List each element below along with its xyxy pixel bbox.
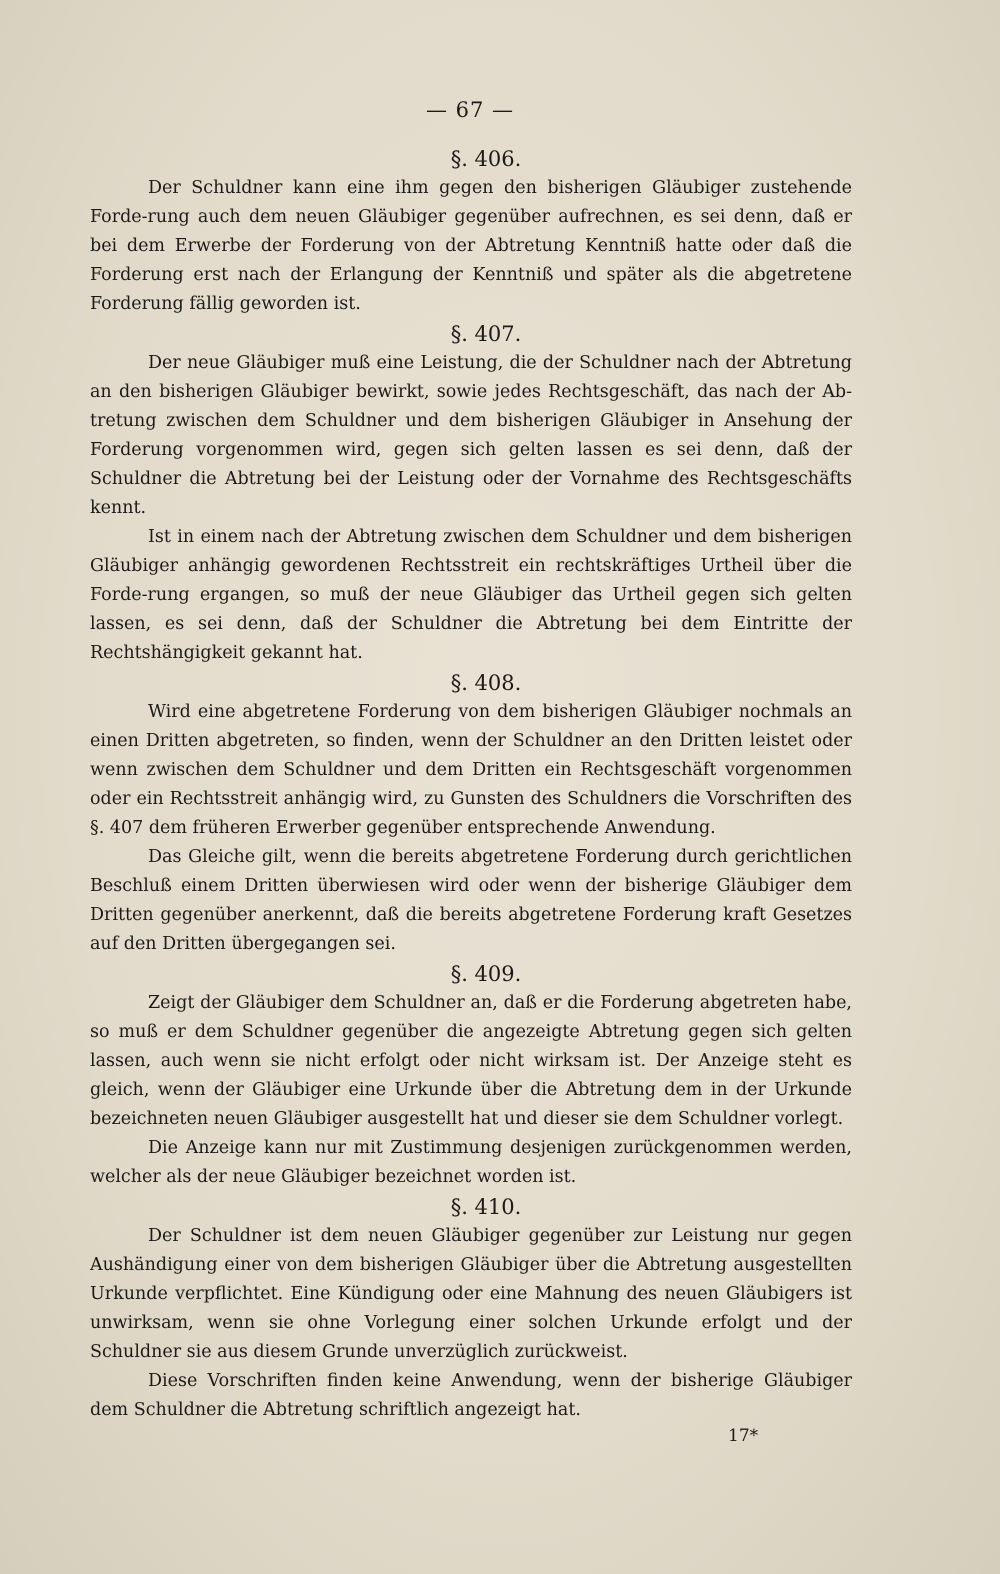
section-heading: §. 409.: [450, 962, 522, 986]
section-heading: §. 410.: [450, 1195, 522, 1219]
section-409: [90, 959, 852, 1192]
paragraph: Die Anzeige kann nur mit Zustimmung desjenigen zurückgenommen werden, welcher als der neue Gläubiger bezeichnet worden ist.: [90, 1138, 852, 1187]
page-content: [90, 144, 852, 1425]
signature-mark: 17*: [728, 1426, 759, 1446]
paragraph: Das Gleiche gilt, wenn die bereits abgetretene Forderung durch gerichtlichen Beschluß einem Dritten überwiesen wird oder wenn der bisherige Gläubiger dem Dritten gegenüber anerkennt, daß die bereits abgetretene Forderung kraft Gesetzes auf den Dritten übergegangen sei.: [90, 847, 852, 954]
section-heading: §. 407.: [450, 322, 522, 346]
paragraph: Ist in einem nach der Abtretung zwischen dem Schuldner und dem bisherigen Gläubiger anhängig gewordenen Rechtsstreit ein rechtskräftiges Urtheil über die Forde-rung ergangen, so muß der neue Gläubiger das Urtheil gegen sich gelten lassen, es sei denn, daß der Schuldner die Abtretung bei dem Eintritte der Rechtshängigkeit gekannt hat.: [90, 527, 852, 663]
paragraph: Der Schuldner kann eine ihm gegen den bisherigen Gläubiger zustehende Forde-rung auch dem neuen Gläubiger gegenüber aufrechnen, es sei denn, daß er bei dem Erwerbe der Forderung von der Abtretung Kenntniß hatte oder daß die Forderung erst nach der Erlangung der Kenntniß und später als die abgetretene Forderung fällig geworden ist.: [90, 178, 852, 314]
section-heading: §. 408.: [450, 671, 522, 695]
section-408: [90, 668, 852, 959]
section-heading: §. 406.: [450, 147, 522, 171]
page-number: — 67 —: [425, 98, 515, 122]
paragraph: Diese Vorschriften finden keine Anwendung, wenn der bisherige Gläubiger dem Schuldner die Abtretung schriftlich angezeigt hat.: [90, 1371, 852, 1420]
section-406: [90, 144, 852, 319]
paragraph: Zeigt der Gläubiger dem Schuldner an, daß er die Forderung abgetreten habe, so muß er dem Schuldner gegenüber die angezeigte Abtretung gegen sich gelten lassen, auch wenn sie nicht erfolgt oder nicht wirksam ist. Der Anzeige steht es gleich, wenn der Gläubiger eine Urkunde über die Abtretung dem in der Urkunde bezeichneten neuen Gläubiger ausgestellt hat und dieser sie dem Schuldner vorlegt.: [90, 993, 852, 1129]
paragraph: Wird eine abgetretene Forderung von dem bisherigen Gläubiger nochmals an einen Dritten abgetreten, so finden, wenn der Schuldner an den Dritten leistet oder wenn zwischen dem Schuldner und dem Dritten ein Rechtsgeschäft vorgenommen oder ein Rechtsstreit anhängig wird, zu Gunsten des Schuldners die Vorschriften des §. 407 dem früheren Erwerber gegenüber entsprechende Anwendung.: [90, 702, 852, 838]
section-407: [90, 319, 852, 668]
paragraph: Der neue Gläubiger muß eine Leistung, die der Schuldner nach der Abtretung an den bisherigen Gläubiger bewirkt, sowie jedes Rechtsgeschäft, das nach der Ab-tretung zwischen dem Schuldner und dem bisherigen Gläubiger in Ansehung der Forderung vorgenommen wird, gegen sich gelten lassen es sei denn, daß der Schuldner die Abtretung bei der Leistung oder der Vornahme des Rechtsgeschäfts kennt.: [90, 353, 852, 518]
section-410: [90, 1192, 852, 1425]
paragraph: Der Schuldner ist dem neuen Gläubiger gegenüber zur Leistung nur gegen Aushändigung einer von dem bisherigen Gläubiger über die Abtretung ausgestellten Urkunde verpflichtet. Eine Kündigung oder eine Mahnung des neuen Gläubigers ist unwirksam, wenn sie ohne Vorlegung einer solchen Urkunde erfolgt und der Schuldner sie aus diesem Grunde unverzüglich zurückweist.: [90, 1226, 852, 1362]
